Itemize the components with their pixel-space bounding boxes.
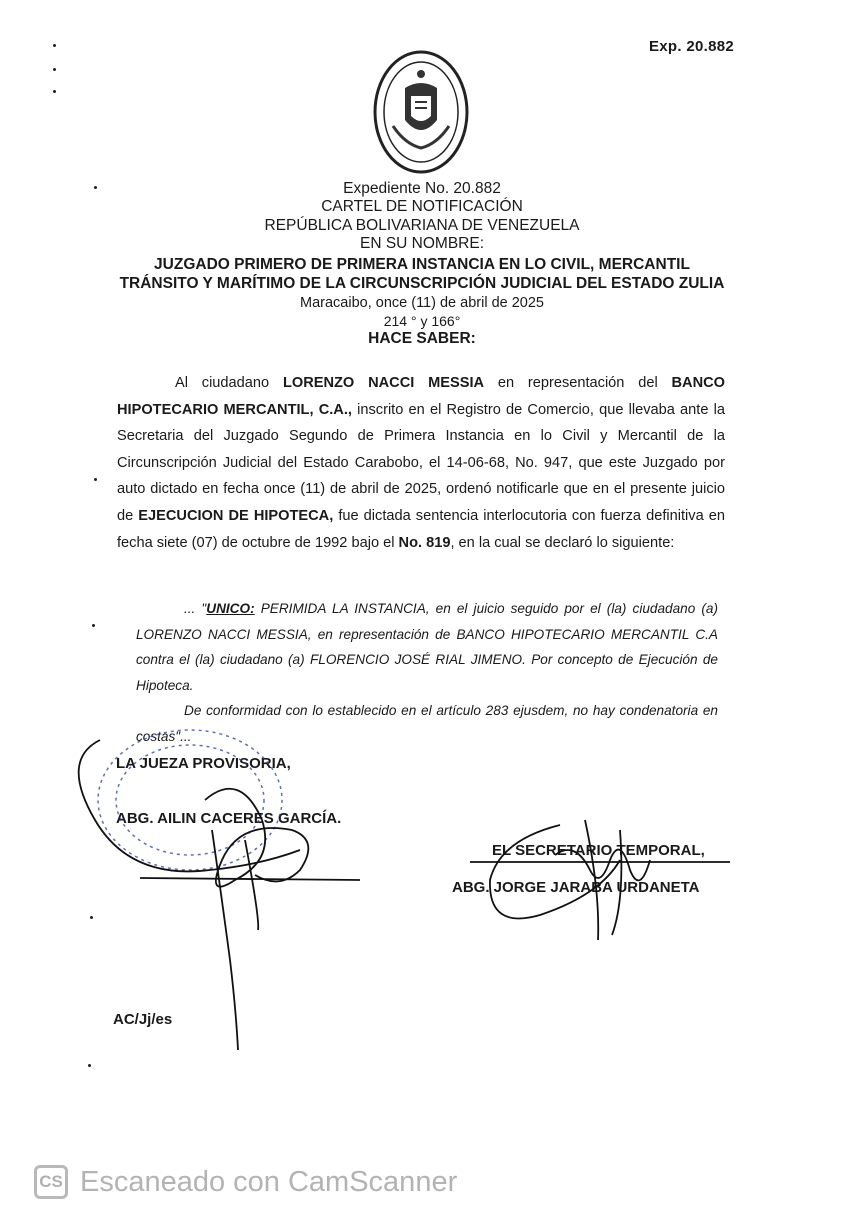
- court-seal-icon: [371, 48, 471, 176]
- sentence-quote: [136, 596, 718, 750]
- header-hace-saber: HACE SABER:: [368, 330, 476, 347]
- body-sentence-number: No. 819: [398, 534, 451, 551]
- body-text-e: , en la cual se declaró lo siguiente:: [450, 534, 675, 551]
- expediente-number-top: Exp. 20.882: [648, 38, 734, 55]
- camscanner-watermark: [34, 1162, 457, 1202]
- header-juzgado-line2: TRÁNSITO Y MARÍTIMO DE LA CIRCUNSCRIPCIÓN JUDICIAL DEL ESTADO ZULIA: [119, 275, 725, 292]
- body-text-d: fue dictada sentencia interlocutoria con fuerza definitiva en fecha siete (07) de octubre de 1992 bajo el: [117, 507, 725, 551]
- scan-speck: [53, 44, 56, 47]
- body-citizen-name: LORENZO NACCI MESSIA: [282, 375, 485, 391]
- secretario-name: ABG. JORGE JARABA URDANETA: [452, 879, 700, 896]
- scan-speck: [88, 1064, 91, 1067]
- document-initials: AC/Jj/es: [113, 1011, 173, 1028]
- header-en-su-nombre: EN SU NOMBRE:: [359, 235, 484, 252]
- body-bank-name: BANCO HIPOTECARIO MERCANTIL, C.A.,: [117, 375, 725, 418]
- body-text-a: Al ciudadano: [175, 375, 283, 391]
- body-juicio-type: EJECUCION DE HIPOTECA,: [138, 507, 334, 524]
- body-text-c: inscrito en el Registro de Comercio, que llevaba ante la Secretaria del Juzgado Segundo de Primera Instancia en lo Civil y Mercantil de la Circunscripción Judicial del Estado Carabobo, el 14-06-68, No. 947, que este Juzgado por auto dictado en fecha once (11) de abril de 2025, ordenó notificarle que en el presente juicio de: [117, 401, 725, 524]
- header-cartel: CARTEL DE NOTIFICACIÓN: [321, 198, 523, 215]
- stamp-icon: [98, 730, 282, 870]
- notification-body-paragraph: [117, 370, 725, 556]
- camscanner-logo-icon: CS: [34, 1165, 68, 1199]
- jueza-title: LA JUEZA PROVISORIA,: [116, 755, 291, 772]
- secretario-title: EL SECRETARIO TEMPORAL,: [492, 842, 705, 859]
- quote-prefix: ... ": [184, 601, 207, 616]
- jueza-name: ABG. AILIN CACERES GARCÍA.: [116, 810, 342, 827]
- header-republica: REPÚBLICA BOLIVARIANA DE VENEZUELA: [264, 217, 580, 234]
- scan-speck: [92, 624, 95, 627]
- camscanner-text: Escaneado con CamScanner: [80, 1165, 458, 1198]
- header-anios: 214 ° y 166°: [383, 313, 461, 329]
- body-text-b: en representación del: [484, 375, 672, 391]
- header-fecha: Maracaibo, once (11) de abril de 2025: [300, 295, 544, 311]
- scan-speck: [94, 478, 97, 481]
- header-juzgado-line1: JUZGADO PRIMERO DE PRIMERA INSTANCIA EN LO CIVIL, MERCANTIL: [154, 256, 690, 273]
- header-expediente: Expediente No. 20.882: [343, 180, 501, 197]
- quote-unico-label: UNICO:: [206, 601, 255, 616]
- scan-speck: [94, 186, 97, 189]
- quote-paragraph-1: [136, 596, 718, 698]
- quote-text-1: PERIMIDA LA INSTANCIA, en el juicio seguido por el (la) ciudadano (a) LORENZO NACCI MESSIA, en representación de BANCO HIPOTECARIO MERCANTIL C.A contra el (la) ciudadano (a) FLORENCIO JOSÉ RIAL JIMENO. Por concepto de Ejecución de Hipoteca.: [136, 601, 718, 693]
- scan-speck: [90, 916, 93, 919]
- jueza-signature-icon: [79, 740, 360, 1050]
- scan-speck: [53, 68, 56, 71]
- quote-paragraph-2: De conformidad con lo establecido en el artículo 283 ejusdem, no hay condenatoria en costas"...: [136, 703, 718, 744]
- scan-speck: [53, 90, 56, 93]
